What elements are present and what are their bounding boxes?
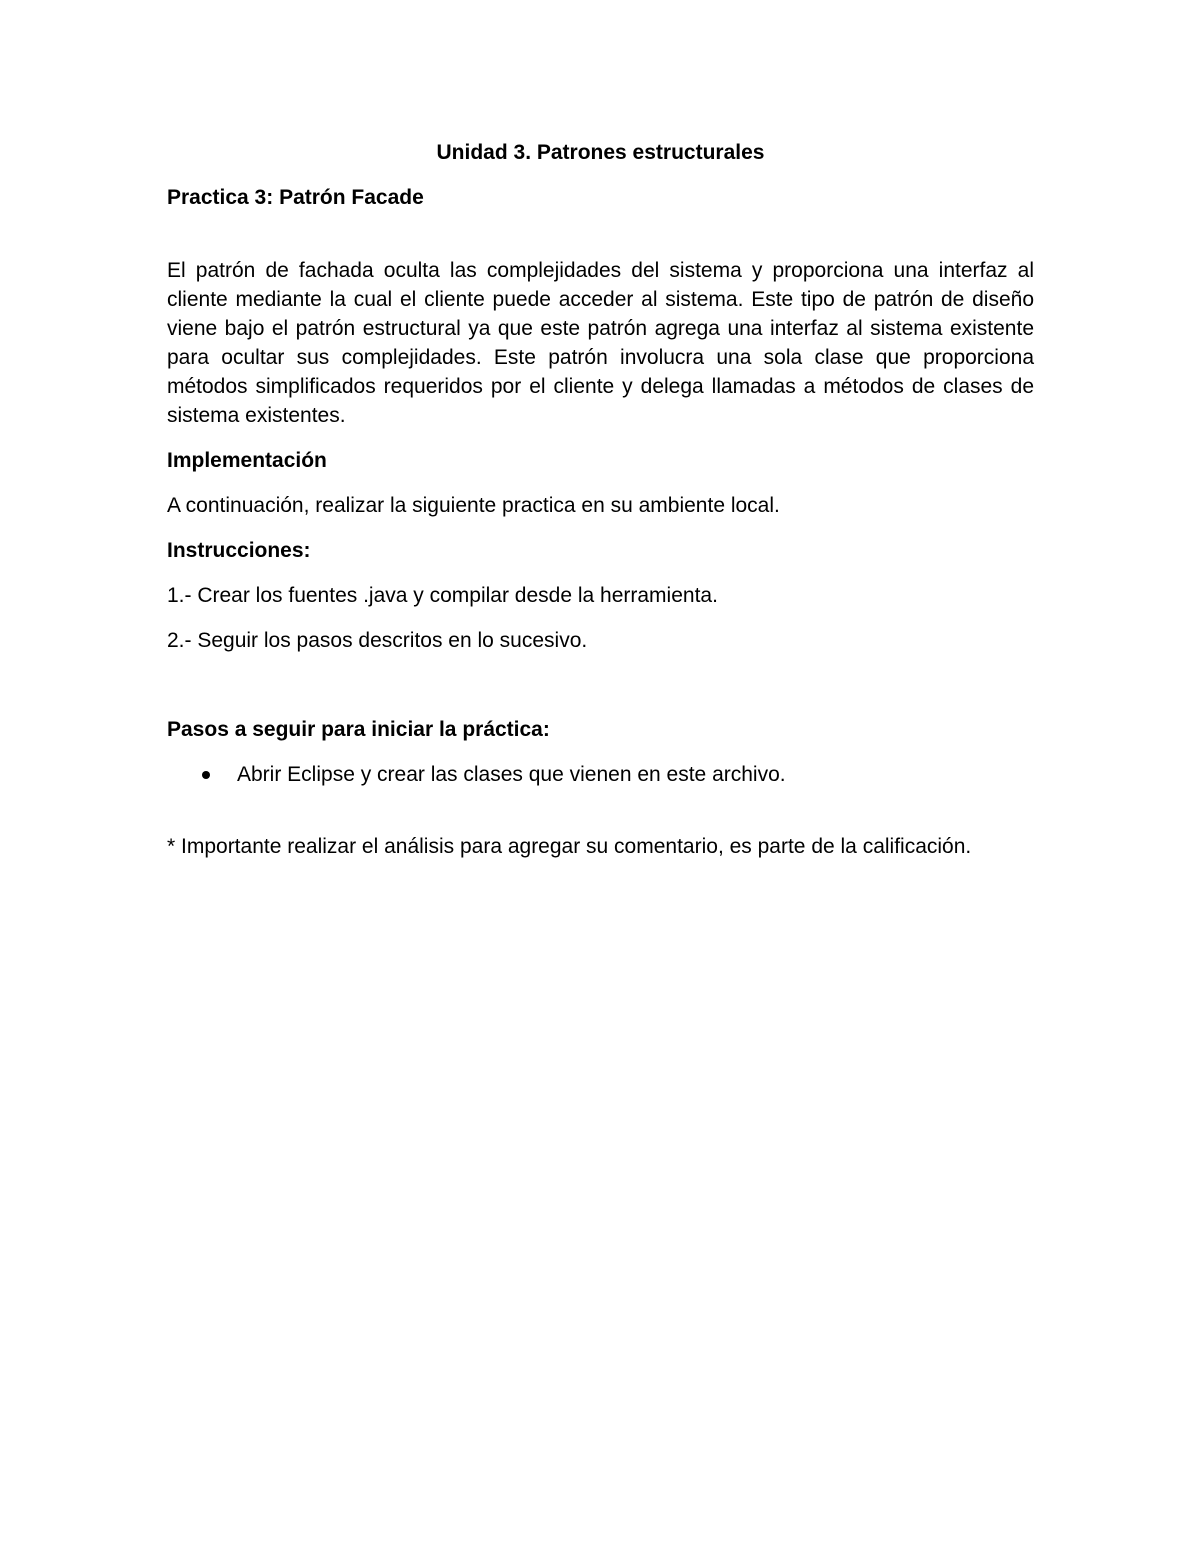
- step-text: Abrir Eclipse y crear las clases que vienen en este archivo.: [237, 763, 786, 786]
- instruction-item: 2.- Seguir los pasos descritos en lo sucesivo.: [167, 629, 588, 652]
- implementation-heading: Implementación: [167, 449, 327, 472]
- implementation-text: A continuación, realizar la siguiente practica en su ambiente local.: [167, 494, 780, 517]
- intro-paragraph: El patrón de fachada oculta las complejidades del sistema y proporciona una interfaz al cliente mediante la cual el cliente puede acceder al sistema. Este tipo de patrón de diseño viene bajo el patrón estructural ya que este patrón agrega una interfaz al sistema existente para ocultar sus complejidades. Este patrón involucra una sola clase que proporciona métodos simplificados requeridos por el cliente y delega llamadas a métodos de clases de sistema existentes.: [167, 259, 1034, 427]
- instruction-item: 1.- Crear los fuentes .java y compilar desde la herramienta.: [167, 584, 718, 607]
- document-body: [167, 138, 1034, 877]
- steps-heading: Pasos a seguir para iniciar la práctica:: [167, 718, 550, 741]
- bullet-icon: [202, 771, 210, 779]
- practice-heading: Practica 3: Patrón Facade: [167, 186, 424, 209]
- instructions-heading: Instrucciones:: [167, 539, 311, 562]
- document-title: Unidad 3. Patrones estructurales: [436, 141, 765, 164]
- note-paragraph: * Importante realizar el análisis para agregar su comentario, es parte de la calificación.: [167, 835, 972, 858]
- list-item: [167, 760, 1034, 789]
- steps-list: [167, 760, 1034, 789]
